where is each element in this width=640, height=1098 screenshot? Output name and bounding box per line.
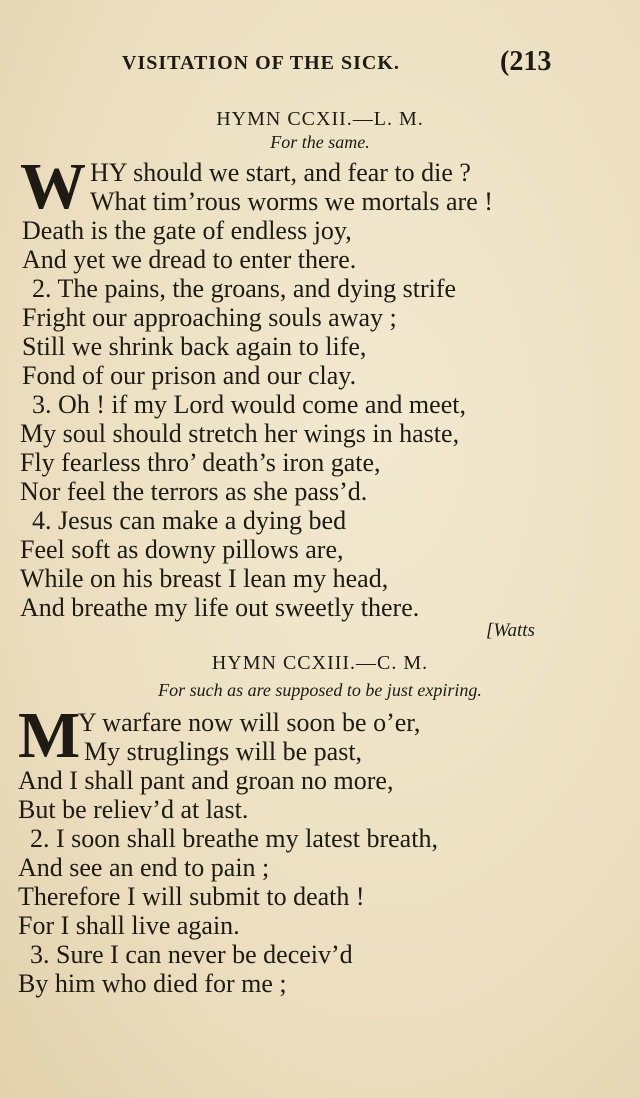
- verse-line: My soul should stretch her wings in haste,: [20, 419, 460, 448]
- verse-line: HY should we start, and fear to die ?: [90, 158, 471, 187]
- verse-line: My struglings will be past,: [84, 737, 363, 766]
- hymn-213-subtitle: For such as are supposed to be just expiring.: [158, 680, 482, 700]
- verse-line: Y warfare now will soon be o’er,: [78, 708, 421, 737]
- verse-line: 3. Sure I can never be deceiv’d: [30, 940, 353, 969]
- verse-line: Therefore I will submit to death !: [18, 882, 365, 911]
- verse-line: Still we shrink back again to life,: [22, 332, 367, 361]
- verse-line: Fond of our prison and our clay.: [22, 361, 357, 390]
- verse-line: And breathe my life out sweetly there.: [20, 593, 420, 622]
- verse-line: 2. I soon shall breathe my latest breath,: [30, 824, 438, 853]
- verse-line: Fly fearless thro’ death’s iron gate,: [20, 448, 381, 477]
- verse-line: And I shall pant and groan no more,: [18, 766, 394, 795]
- hymn-212-title: HYMN CCXII.—L. M.: [216, 108, 424, 130]
- hymn-212-dropcap: W: [20, 150, 86, 223]
- verse-line: By him who died for me ;: [18, 969, 287, 998]
- running-head: VISITATION OF THE SICK.: [122, 52, 400, 74]
- verse-line: While on his breast I lean my head,: [20, 564, 389, 593]
- page-number: (213: [500, 46, 552, 77]
- verse-line: 4. Jesus can make a dying bed: [32, 506, 347, 535]
- verse-line: For I shall live again.: [18, 911, 240, 940]
- verse-line: Nor feel the terrors as she pass’d.: [20, 477, 368, 506]
- hymn-213-title: HYMN CCXIII.—C. M.: [211, 652, 429, 674]
- hymn-212-subtitle: For the same.: [270, 132, 370, 152]
- verse-line: Fright our approaching souls away ;: [22, 303, 397, 332]
- verse-line: Death is the gate of endless joy,: [22, 216, 352, 245]
- author-credit: [Watts: [486, 620, 535, 641]
- verse-line: Feel soft as downy pillows are,: [20, 535, 344, 564]
- verse-line: But be reliev’d at last.: [18, 795, 249, 824]
- verse-line: What tim’rous worms we mortals are !: [90, 187, 493, 216]
- verse-line: 2. The pains, the groans, and dying strife: [32, 274, 457, 303]
- verse-line: 3. Oh ! if my Lord would come and meet,: [32, 390, 466, 419]
- verse-line: And yet we dread to enter there.: [22, 245, 357, 274]
- verse-line: And see an end to pain ;: [18, 853, 270, 882]
- hymn-213-dropcap: M: [18, 699, 81, 772]
